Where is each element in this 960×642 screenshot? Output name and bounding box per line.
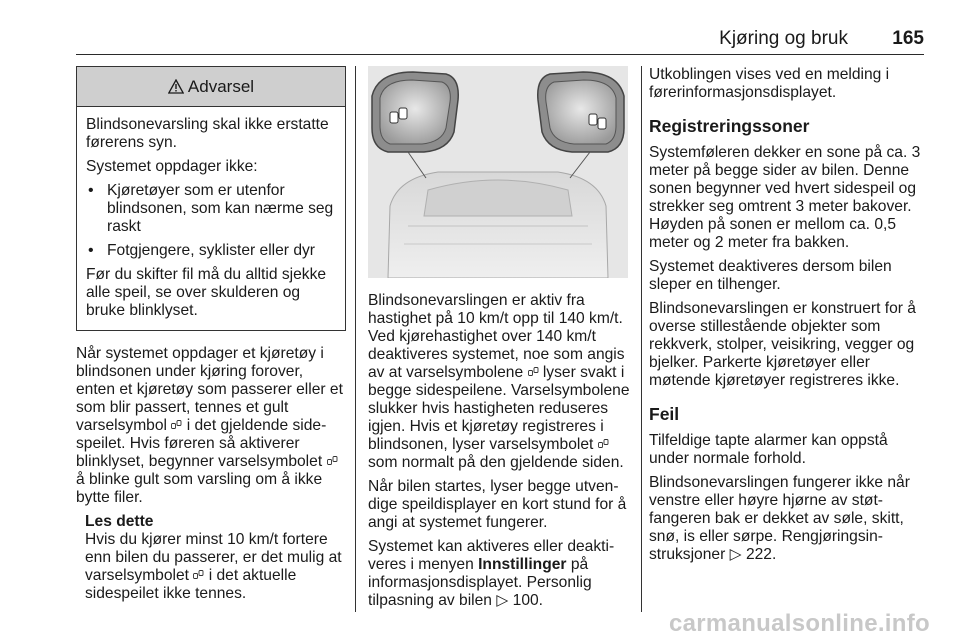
mirror-illustration	[368, 66, 628, 278]
column-divider	[641, 66, 642, 612]
text-run: i det aktuelle sidespeilet ikke tennes.	[85, 567, 297, 602]
text-run: i det gjeldende sidespeilet. Hvis føreren så aktiverer blinklyset, begynner varselsymbolet	[76, 417, 327, 470]
column-divider	[355, 66, 356, 612]
warning-title: Advarsel	[187, 76, 255, 96]
body-paragraph: Når bilen startes, lyser begge utvendige speildisplayer en kort stund for å angi at systemet fungerer.	[368, 478, 627, 531]
body-paragraph	[368, 538, 636, 610]
cross-reference-arrow-icon: ▷	[729, 546, 742, 563]
text-run: Hvis du kjører minst 10 km/t fortere enn bilen du passerer, er det mulig at varselsymbolet	[85, 531, 342, 584]
cross-reference-arrow-icon: ▷	[496, 592, 509, 609]
blind-spot-warning-icon	[193, 570, 204, 579]
warning-text: Blindsonevarsling skal ikke erstatte førerens syn.	[86, 116, 329, 151]
warning-box	[76, 66, 346, 331]
body-paragraph	[368, 292, 636, 472]
warning-body	[77, 107, 345, 330]
list-item: • Fotgjengere, syklister eller dyr	[86, 242, 336, 260]
column-left	[76, 66, 346, 609]
warning-triangle-icon	[168, 79, 184, 94]
menu-name: Innstillinger	[478, 556, 567, 573]
note-box	[76, 513, 346, 603]
page-reference[interactable]: 222.	[745, 546, 777, 563]
warning-list	[86, 182, 336, 260]
text-run: som normalt på den gjeldende siden.	[368, 454, 624, 471]
warning-text: Systemet oppdager ikke:	[86, 158, 258, 175]
section-heading: Feil	[649, 404, 680, 424]
body-paragraph: Blindsonevarslingen er konstruert for å overse stillestående objekter som rekkverk, stolper, veisikring, vegger og bjelker. Parkerte kjøretøyer eller møtende kjøretøyer registreres ikke.	[649, 300, 916, 389]
body-paragraph: Utkoblingen vises ved en melding i førerinformasjonsdisplayet.	[649, 66, 890, 101]
body-paragraph	[76, 345, 346, 507]
page-header	[0, 0, 960, 58]
text-run: Blindsonevarslingen er aktiv fra hastighet på 10 km/t opp til 140 km/t. Ved kjørehastighet over 140 km/t deaktiveres systemet, noe som angis av at varselsymbolene	[368, 292, 625, 381]
body-paragraph: Systemføleren dekker en sone på ca. 3 meter på begge sider av bilen. Denne sonen begynner ved hvert sidespeil og strekker seg omtrent 3 meter bakover. Høyden på sonen er mellom ca. 0,5 meter og 2 meter fra bakken.	[649, 144, 921, 251]
text-run: Blindsonevarslingen fungerer ikke når venstre eller høyre hjørne av støtfangeren bak er dekket av søle, skitt, snø, is eller sørpe. Rengjøringsinstruksjoner	[649, 474, 910, 563]
column-right	[649, 66, 929, 570]
blind-spot-warning-icon	[327, 456, 338, 465]
text-run: lyser svakt i begge sidespeilene. Varselsymbolene slukker hvis hastigheten reduseres igjen. Hvis et kjøretøy registreres i blindsonen, lyser varselsymbolet	[368, 364, 630, 453]
page-reference[interactable]: 100.	[512, 592, 544, 609]
watermark: carmanualsonline.info	[668, 610, 930, 637]
header-rule	[76, 54, 924, 55]
blind-spot-warning-icon	[528, 367, 539, 376]
text-run: Systemet kan aktiveres eller deaktiveres i menyen	[368, 538, 615, 573]
page-number: 165	[892, 28, 924, 49]
body-paragraph: Systemet deaktiveres dersom bilen sleper en tilhenger.	[649, 258, 892, 293]
text-run: Når systemet oppdager et kjøretøy i blindsonen under kjøring forover, enten et kjøretøy som passerer eller et som blir passert, tennes et gult varselsymbol	[76, 345, 343, 434]
section-heading: Registreringssoner	[649, 116, 810, 136]
page-section-title: Kjøring og bruk	[719, 28, 848, 49]
text-run: på informasjonsdisplayet. Personlig tilpasning av bilen	[368, 556, 592, 609]
column-middle	[368, 66, 636, 616]
warning-text: Før du skifter fil må du alltid sjekke alle speil, se over skulderen og bruke blinklyset.	[86, 266, 327, 319]
note-heading: Les dette	[85, 513, 154, 530]
blind-spot-warning-icon	[598, 439, 609, 448]
text-run: å blinke gult som varsling om å ikke bytte filer.	[76, 471, 323, 506]
blind-spot-warning-icon	[171, 420, 182, 429]
body-paragraph	[649, 474, 929, 564]
body-paragraph: Tilfeldige tapte alarmer kan oppstå under normale forhold.	[649, 432, 888, 467]
warning-header	[77, 67, 345, 107]
note-text	[85, 531, 346, 603]
list-item: • Kjøretøyer som er utenfor blindsonen, som kan nærme seg raskt	[86, 182, 336, 236]
